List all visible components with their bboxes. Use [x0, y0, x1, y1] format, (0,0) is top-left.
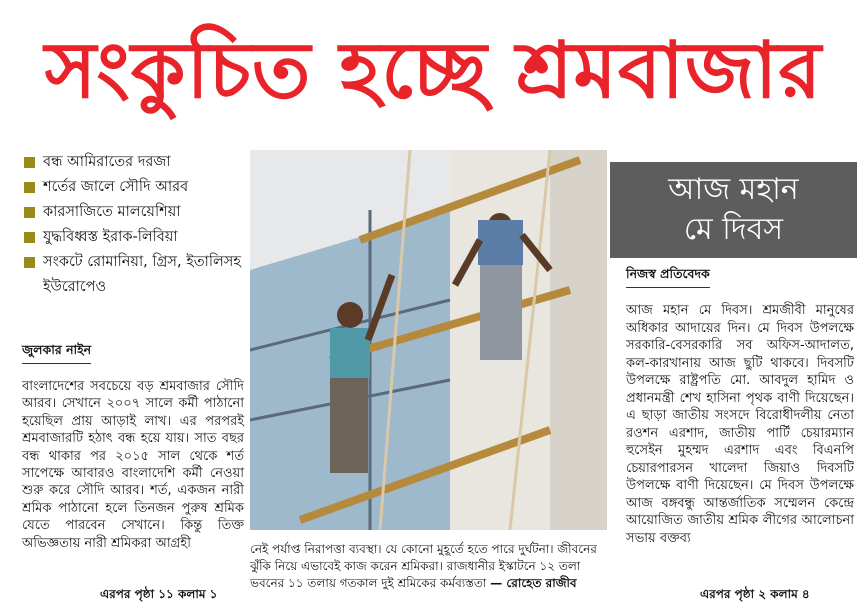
left-jump-line: এরপর পৃষ্ঠা ১১ কলাম ১	[100, 587, 218, 601]
right-byline: নিজস্ব প্রতিবেদক	[626, 266, 710, 288]
news-photo	[250, 150, 607, 530]
bullet-text: সংকটে রোমানিয়া, গ্রিস, ইতালিসহ ইউরোপেও	[43, 254, 241, 295]
bullet-item	[22, 175, 247, 200]
left-story-body: বাংলাদেশের সবচেয়ে বড় শ্রমবাজার সৌদি আরব। সেখানে ২০০৭ সালে কর্মী পাঠানো হয়েছিল প্রায় আড়াই লাখ। এর পরপরই শ্রমবাজারটি হঠাৎ বন্ধ হয়ে যায়। সাত বছর বন্ধ থাকার পর ২০১৫ সাল থেকে শর্ত সাপেক্ষে আবারও বাংলাদেশি কর্মী নেওয়া শুরু করে সৌদি আরব। শর্ত, একজন নারী শ্রমিক পাঠানো হলে তিনজন পুরুষ শ্রমিক যেতে পারবেন সেখানে। কিন্তু তিক্ত অভিজ্ঞতায় নারী শ্রমিকরা আগ্রহী	[22, 379, 244, 551]
banner-line: আজ মহান	[668, 172, 799, 207]
bullet-text: কারসাজিতে মালয়েশিয়া	[43, 204, 181, 220]
square-bullet-icon	[24, 257, 35, 268]
photo-caption	[250, 541, 607, 592]
bullet-text: বন্ধ আমিরাতের দরজা	[43, 154, 171, 170]
caption-text: নেই পর্যাপ্ত নিরাপত্তা ব্যবস্থা। যে কোনো মুহূর্তে হতে পারে দুর্ঘটনা। জীবনের ঝুঁকি নিয়ে এভাবেই কাজ করেন শ্রমিকরা। রাজধানীর ইস্কাটনে ১২ তলা ভবনের ১১ তলায় গতকাল দুই শ্রমিকের কর্মব্যস্ততা	[250, 542, 597, 590]
right-jump-line: এরপর পৃষ্ঠা ২ কলাম ৪	[700, 587, 810, 601]
square-bullet-icon	[24, 157, 35, 168]
left-byline: জুলকার নাইন	[22, 342, 91, 364]
photo-credit: — রোহেত রাজীব	[490, 576, 577, 590]
right-story-body: আজ মহান মে দিবস। শ্রমজীবী মানুষের অধিকার আদায়ের দিন। মে দিবস উপলক্ষে সরকারি-বেসরকারি সব অফিস-আদালত, কল-কারখানায় আজ ছুটি থাকবে। দিবসটি উপলক্ষে রাষ্ট্রপতি মো. আবদুল হামিদ ও প্রধানমন্ত্রী শেখ হাসিনা পৃথক বাণী দিয়েছেন। এ ছাড়া জাতীয় সংসদে বিরোধীদলীয় নেতা রওশন এরশাদ, জাতীয় পার্টি চেয়ারম্যান হুসেইন মুহম্মদ এরশাদ এবং বিএনপি চেয়ারপারসন খালেদা জিয়াও দিবসটি উপলক্ষে বাণী দিয়েছেন। মে দিবস উপলক্ষে আজ বঙ্গবন্ধু আন্তর্জাতিক সম্মেলন কেন্দ্রে আয়োজিত জাতীয় শ্রমিক লীগের আলোচনা সভায় বক্তব্য	[626, 303, 854, 546]
bullet-item	[22, 150, 247, 175]
bullet-item	[22, 200, 247, 225]
square-bullet-icon	[24, 232, 35, 243]
bullet-text: শর্তের জালে সৌদি আরব	[43, 179, 189, 195]
workers-on-scaffold-illustration	[250, 150, 607, 530]
may-day-banner	[610, 162, 857, 258]
bullet-item	[22, 225, 247, 250]
bullet-item	[22, 250, 247, 300]
bullet-text: যুদ্ধবিধ্বস্ত ইরাক-লিবিয়া	[43, 229, 178, 245]
square-bullet-icon	[24, 207, 35, 218]
square-bullet-icon	[24, 182, 35, 193]
headline: সংকুচিত হচ্ছে শ্রমবাজার	[44, 26, 823, 116]
bullet-list	[22, 150, 247, 300]
banner-line: মে দিবস	[683, 212, 784, 247]
